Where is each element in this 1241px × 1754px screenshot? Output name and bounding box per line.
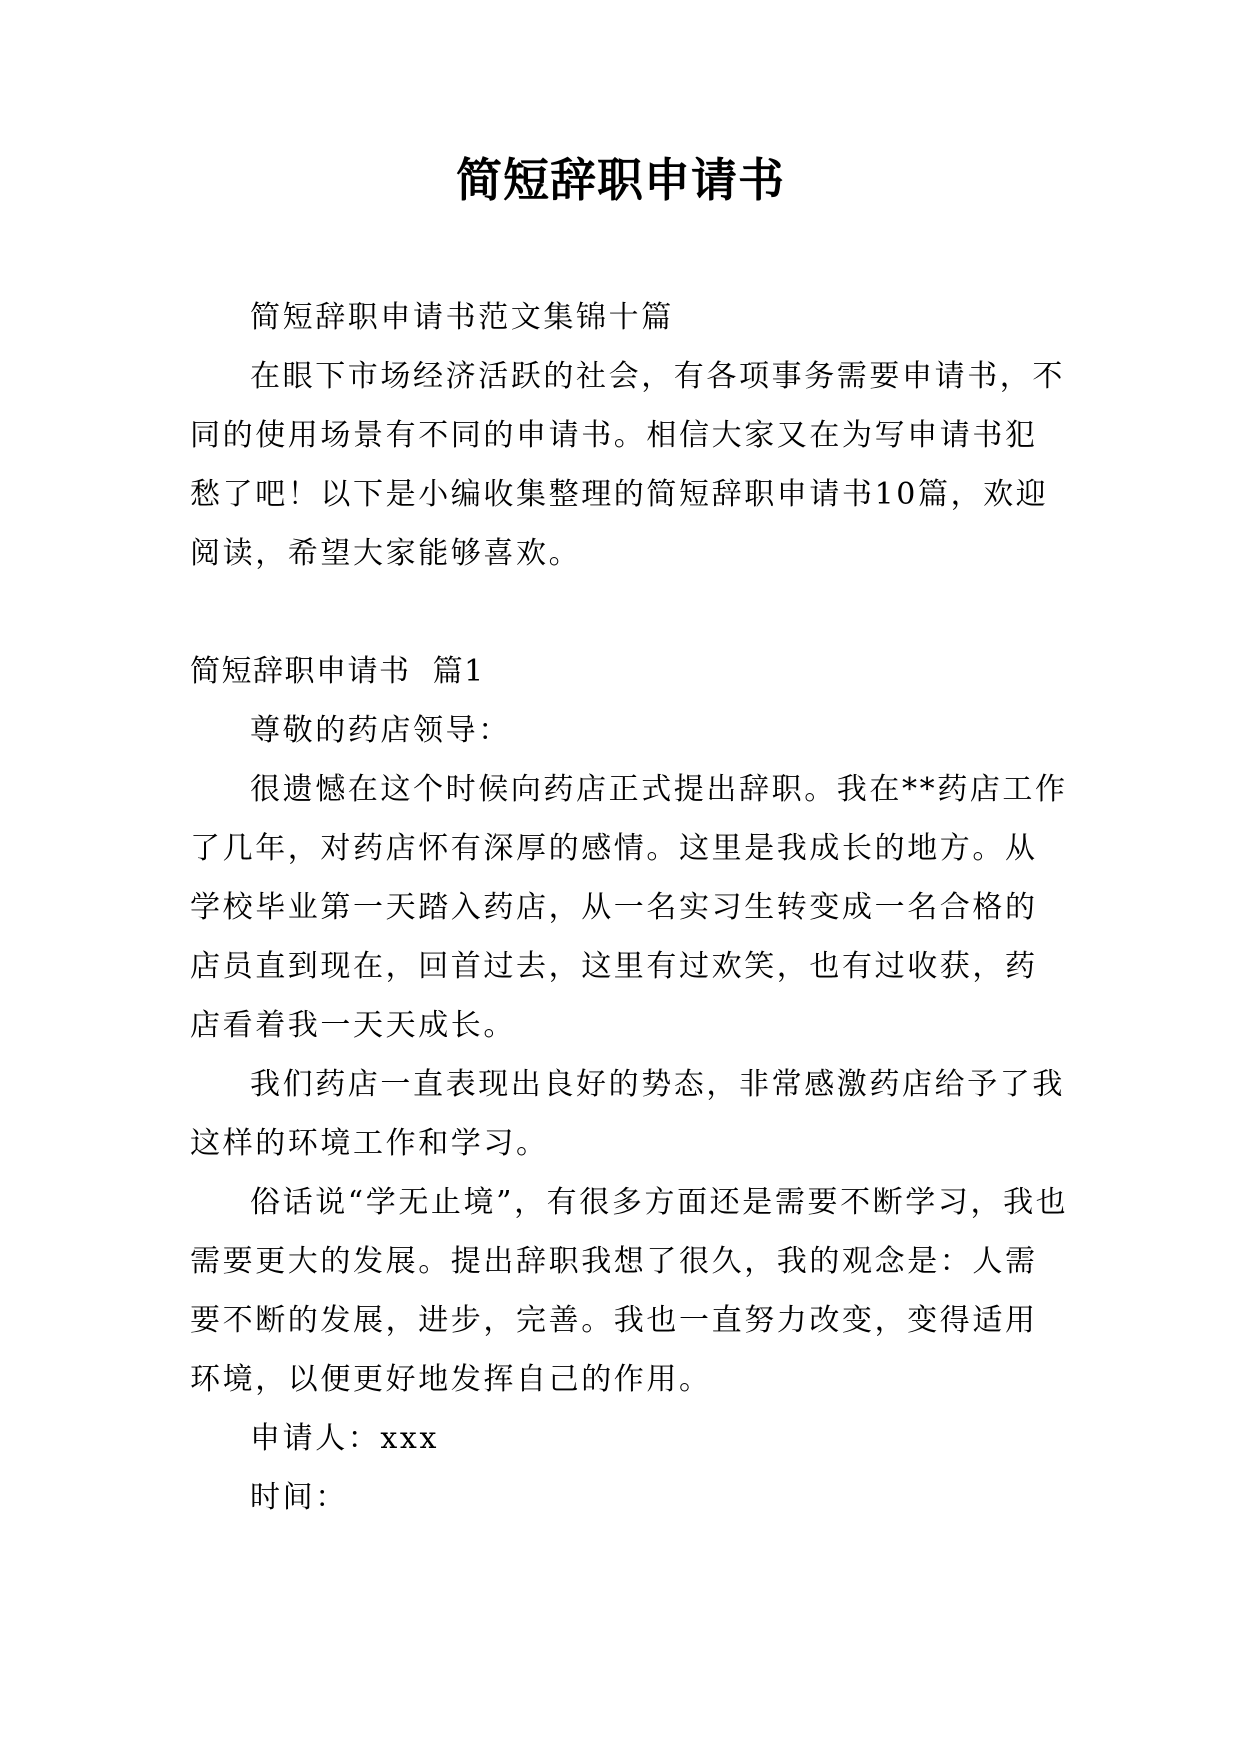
document-title: 简短辞职申请书 — [456, 153, 785, 207]
salutation: 尊敬的药店领导： — [250, 713, 511, 748]
date-line: 时间： — [250, 1480, 348, 1515]
body-paragraph-2: 我们药店一直表现出良好的势态，非常感激药店给予了我这样的环境工作和学习。 — [190, 1067, 1065, 1161]
intro-paragraph: 在眼下市场经济活跃的社会，有各项事务需要申请书，不同的使用场景有不同的申请书。相信大家又在为写申请书犯愁了吧！以下是小编收集整理的简短辞职申请书10篇，欢迎阅读，希望大家能够喜欢。 — [190, 359, 1065, 571]
body-paragraph-3: 俗话说“学无止境”，有很多方面还是需要不断学习，我也需要更大的发展。提出辞职我想了很久，我的观念是：人需要不断的发展，进步，完善。我也一直努力改变，变得适用环境，以便更好地发挥自己的作用。 — [190, 1185, 1069, 1397]
document-subtitle: 简短辞职申请书范文集锦十篇 — [250, 300, 674, 335]
body-paragraph-1: 很遗憾在这个时候向药店正式提出辞职。我在**药店工作了几年，对药店怀有深厚的感情。这里是我成长的地方。从学校毕业第一天踏入药店，从一名实习生转变成一名合格的店员直到现在，回首过去，这里有过欢笑，也有过收获，药店看着我一天天成长。 — [190, 772, 1068, 1043]
section-heading: 简短辞职申请书 篇1 — [190, 654, 485, 689]
applicant-line: 申请人：xxx — [250, 1421, 439, 1456]
document-body — [190, 288, 1070, 1527]
section-spacer — [190, 583, 1070, 642]
